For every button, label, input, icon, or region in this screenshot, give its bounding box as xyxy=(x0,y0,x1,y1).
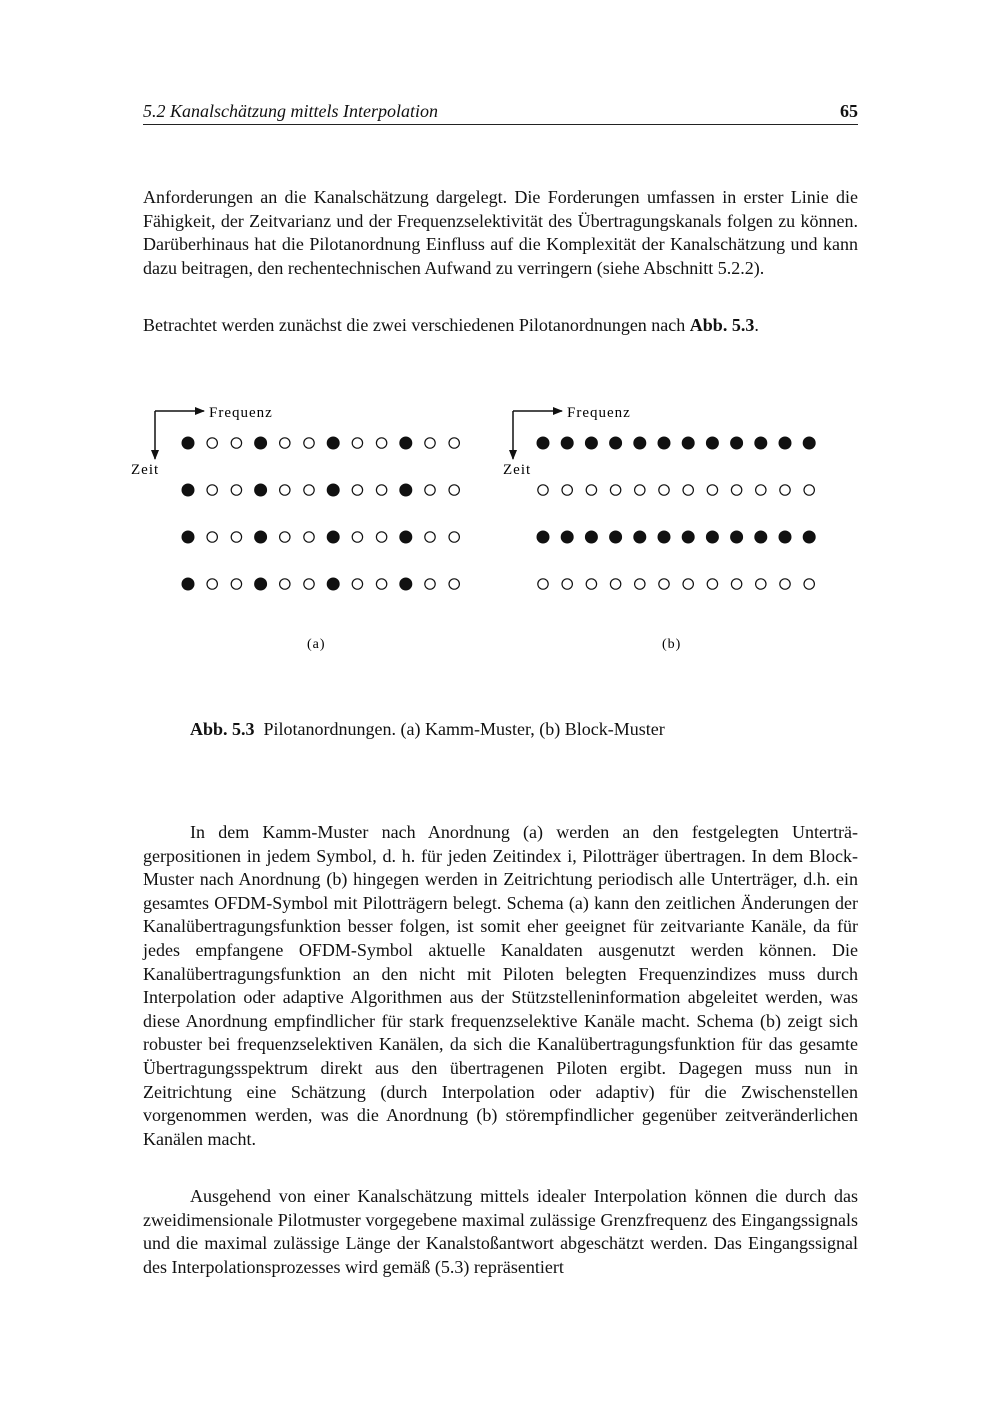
panel-a-pilot-dot xyxy=(255,437,267,449)
panel-b-pilot-dot xyxy=(658,531,670,543)
panel-b-data-dot xyxy=(659,485,669,495)
figure-caption-label: Abb. 5.3 xyxy=(190,719,255,739)
panel-a-data-dot xyxy=(231,485,241,495)
figure-svg xyxy=(130,395,830,660)
panel-b-pilot-dot xyxy=(634,531,646,543)
panel-a-data-dot xyxy=(425,438,435,448)
panel-a-data-dot xyxy=(304,485,314,495)
panel-b-pilot-dot xyxy=(779,531,791,543)
panel-a-pilot-dot xyxy=(182,531,194,543)
panel-a-axes xyxy=(131,405,326,652)
panel-a-data-dot xyxy=(352,532,362,542)
panel-a-data-dot xyxy=(425,532,435,542)
panel-b-data-dot xyxy=(586,485,596,495)
panel-a-data-dot xyxy=(280,485,290,495)
paragraph-intro: Anforderungen an die Kanalschätzung dargelegt. Die Forderungen umfassen in erster Linie die Fähigkeit, der Zeitvarianz und der Frequenzselektivität des Übertragungskanals folgen zu können. Darüberhinaus hat die Pilotanordnung Einfluss auf die Komplexität der Kanalschätzung und kann dazu beitragen, den rechentechnischen Aufwand zu verringern (siehe Abschnitt 5.2.2). xyxy=(143,187,858,278)
panel-b-pilot-dot xyxy=(561,437,573,449)
panel-a-pilot-dot xyxy=(400,437,412,449)
panel-b-data-dot xyxy=(683,485,693,495)
panel-b-pilot-dot xyxy=(731,437,743,449)
panel-b-data-dot xyxy=(731,579,741,589)
panel-b-pilot-dot xyxy=(682,437,694,449)
panel-b-pilot-dot xyxy=(755,437,767,449)
panel-a-pilot-dot xyxy=(182,484,194,496)
panel-b-pilot-dot xyxy=(658,437,670,449)
panel-a-time-label: Zeit xyxy=(131,462,160,478)
panel-a-pilot-dot xyxy=(400,578,412,590)
running-head xyxy=(143,100,858,125)
paragraph-interpolation: Ausgehend von einer Kanalschätzung mittels idealer Interpolation können die durch das zweidimensionale Pilotmuster vorgegebene maximal zulässige Grenzfrequenz des Eingangssignals und die maximal zulässige Länge der Kanalstoßantwort abgeschätzt werden. Das Eingangssignal des Interpolationsprozesses wird gemäß (5.3) repräsentiert xyxy=(143,1186,858,1277)
panel-b-data-dot xyxy=(756,579,766,589)
panel-b-time-label: Zeit xyxy=(503,462,532,478)
panel-a-data-dot xyxy=(280,532,290,542)
figure-caption-text: Pilotanordnungen. (a) Kamm-Muster, (b) Block-Muster xyxy=(263,719,665,739)
paragraph-figure-ref xyxy=(143,314,858,338)
panel-b-sublabel: (b) xyxy=(662,637,682,652)
panel-b-data-dot xyxy=(780,579,790,589)
panel-a-data-dot xyxy=(352,485,362,495)
panel-a-pilot-dot xyxy=(327,531,339,543)
panel-b-pilot-dot xyxy=(610,437,622,449)
panel-a-data-dot xyxy=(304,438,314,448)
panel-b-pilot-dot xyxy=(803,531,815,543)
panel-b-pilot-dot xyxy=(537,437,549,449)
panel-b-pilot-dot xyxy=(706,437,718,449)
panel-a-pilot-dot xyxy=(327,578,339,590)
page-number: 65 xyxy=(840,101,858,121)
panel-b-data-dot xyxy=(610,579,620,589)
panel-a-data-dot xyxy=(231,532,241,542)
panel-a-pilot-dot xyxy=(327,437,339,449)
panel-a-frequency-label: Frequenz xyxy=(209,405,273,421)
panel-a-pilot-dot xyxy=(255,531,267,543)
panel-a-pilot-dot xyxy=(327,484,339,496)
panel-b-pilot-dot xyxy=(537,531,549,543)
panel-b-data-dot xyxy=(756,485,766,495)
panel-b-data-dot xyxy=(562,485,572,495)
panel-b-pilot-dot xyxy=(561,531,573,543)
panel-b-data-dot xyxy=(586,579,596,589)
panel-a-data-dot xyxy=(207,579,217,589)
panel-b-data-dot xyxy=(804,579,814,589)
panel-b-pilot-dot xyxy=(634,437,646,449)
panel-b-pilot-dot xyxy=(731,531,743,543)
panel-a-pilot-dot xyxy=(182,578,194,590)
panel-b-data-dot xyxy=(707,485,717,495)
panel-b-pilot-dot xyxy=(682,531,694,543)
panel-b-data-dot xyxy=(538,485,548,495)
panel-a-data-dot xyxy=(376,438,386,448)
panel-b-data-dot xyxy=(562,579,572,589)
panel-b-pilot-dot xyxy=(585,531,597,543)
panel-b-data-dot xyxy=(635,579,645,589)
panel-a-data-dot xyxy=(376,579,386,589)
section-title: 5.2 Kanalschätzung mittels Interpolation xyxy=(143,101,438,121)
panel-a-data-dot xyxy=(449,438,459,448)
panel-b-grid xyxy=(537,437,815,589)
panel-b-frequency-label: Frequenz xyxy=(567,405,631,421)
panel-b-pilot-dot xyxy=(610,531,622,543)
panel-a-pilot-dot xyxy=(182,437,194,449)
panel-b-data-dot xyxy=(610,485,620,495)
panel-a-data-dot xyxy=(425,579,435,589)
panel-a-data-dot xyxy=(352,579,362,589)
figure-reference: Abb. 5.3 xyxy=(689,315,755,335)
panel-b-data-dot xyxy=(780,485,790,495)
panel-a-sublabel: (a) xyxy=(307,637,326,652)
panel-a-data-dot xyxy=(376,485,386,495)
panel-a-pilot-dot xyxy=(255,578,267,590)
panel-b-data-dot xyxy=(659,579,669,589)
panel-a-data-dot xyxy=(304,532,314,542)
panel-b-pilot-dot xyxy=(803,437,815,449)
panel-a-grid xyxy=(182,437,459,590)
panel-a-data-dot xyxy=(449,532,459,542)
panel-b-pilot-dot xyxy=(585,437,597,449)
panel-a-data-dot xyxy=(231,438,241,448)
panel-b-data-dot xyxy=(538,579,548,589)
figure-caption xyxy=(190,717,665,741)
panel-a-data-dot xyxy=(207,438,217,448)
panel-a-data-dot xyxy=(376,532,386,542)
panel-a-pilot-dot xyxy=(255,484,267,496)
panel-a-data-dot xyxy=(425,485,435,495)
paragraph-figure-ref-end: . xyxy=(754,315,759,335)
panel-b-pilot-dot xyxy=(755,531,767,543)
panel-a-data-dot xyxy=(231,579,241,589)
paragraph-figure-ref-text: Betrachtet werden zunächst die zwei verschiedenen Pilotanordnungen nach xyxy=(143,315,690,335)
panel-a-data-dot xyxy=(280,579,290,589)
panel-a-data-dot xyxy=(304,579,314,589)
paragraph-comparison: In dem Kamm-Muster nach Anordnung (a) werden an den festgelegten Unterträgerpositionen in jedem Symbol, d. h. für jeden Zeitindex i, Pilotträger übertragen. In dem Block-Muster nach Anordnung (b) hingegen werden in Zeitrichtung periodisch alle Unterträger, d.h. ein gesamtes OFDM-Symbol mit Pilotträgern belegt. Schema (a) kann den zeitlichen Änderungen der Kanalübertragungsfunktion besser folgen, ist somit eher geeignet für zeitvariante Kanäle, da für jedes empfangene OFDM-Symbol aktuelle Kanaldaten ausgenutzt werden können. Die Kanalübertragungsfunktion an den nicht mit Piloten belegten Frequenzindizes muss durch Interpolation oder adaptive Algorithmen aus der Stützstelleninformation abgeleitet werden, was diese Anordnung empfindlicher für stark frequenzselektive Kanäle macht. Schema (b) zeigt sich robuster bei frequenzselektiven Kanälen, da sich die Kanalübertragungsfunktion für das gesamte Übertragungsspektrum direkt aus den übertragenen Piloten ergibt. Dagegen muss nun in Zeitrichtung eine Schätzung (durch Interpolation oder adaptiv) für die Zwischenstellen vorgenommen werden, was die Anordnung (b) störempfindlicher gegenüber zeitveränderlichen Kanälen macht. xyxy=(143,822,858,1149)
panel-b-data-dot xyxy=(731,485,741,495)
figure-pilot-patterns xyxy=(130,395,830,660)
panel-a-pilot-dot xyxy=(400,484,412,496)
panel-b-data-dot xyxy=(635,485,645,495)
panel-a-data-dot xyxy=(449,579,459,589)
panel-a-data-dot xyxy=(207,485,217,495)
panel-a-data-dot xyxy=(352,438,362,448)
panel-b-data-dot xyxy=(683,579,693,589)
panel-b-data-dot xyxy=(804,485,814,495)
panel-b-pilot-dot xyxy=(779,437,791,449)
panel-b-pilot-dot xyxy=(706,531,718,543)
panel-a-data-dot xyxy=(280,438,290,448)
panel-a-data-dot xyxy=(207,532,217,542)
panel-a-pilot-dot xyxy=(400,531,412,543)
panel-a-data-dot xyxy=(449,485,459,495)
panel-b-data-dot xyxy=(707,579,717,589)
